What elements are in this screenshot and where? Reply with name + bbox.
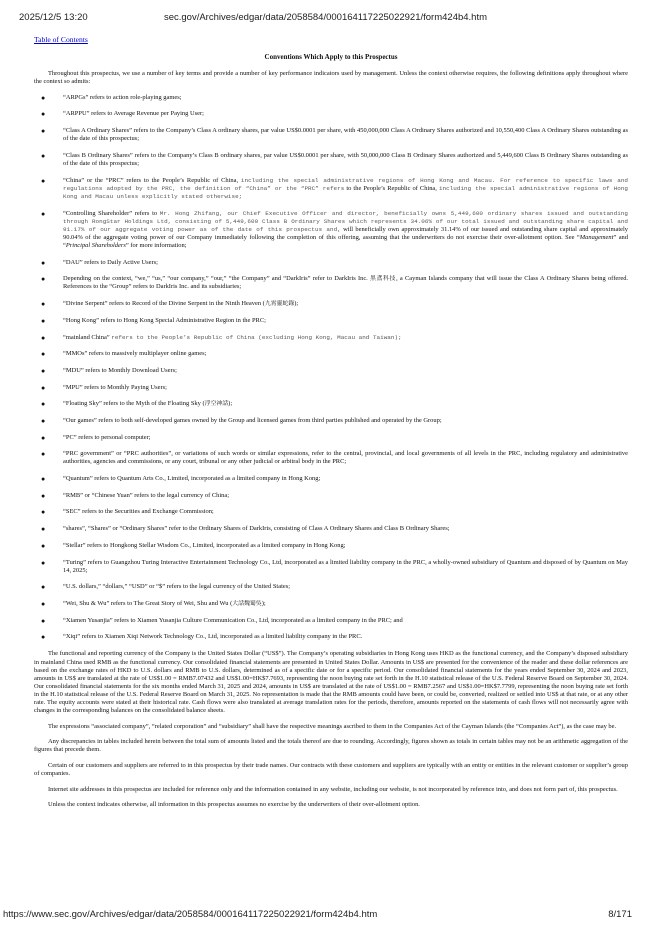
- bullet-icon: ●: [41, 209, 46, 218]
- definition-item: [34, 508, 628, 516]
- definition-text: including the special administrative regions of Hong Kong and Macau. For reference to specific laws and regulations adopted by the PRC, the definition of “China” or the “PRC” refers: [63, 176, 629, 192]
- definition-text: “Floating Sky” refers to the Myth of the Floating Sky (: [63, 400, 205, 408]
- definition-item: [34, 367, 628, 375]
- body-paragraph: Internet site addresses in this prospectus are included for reference only and the information contained in any website, including our website, is not incorporated by reference into, and does not form part of, this prospectus.: [48, 785, 618, 793]
- print-footer: [3, 909, 632, 923]
- definition-text: Depending on the context, “we,” “us,” “our company,” “our,” “the Company” and “DarkIris” refer to DarkIris Inc.: [63, 275, 371, 283]
- definition-text: 九霄靈蛇錄: [264, 301, 295, 308]
- definition-text: 大話魏蜀吳: [232, 601, 262, 607]
- definition-item: [34, 450, 628, 466]
- bullet-icon: ●: [41, 475, 46, 484]
- definition-text: “MPU” refers to Monthly Paying Users;: [63, 383, 167, 391]
- bullet-icon: ●: [41, 491, 46, 500]
- definition-text: “Xiqi” refers to Xiamen Xiqi Network Technology Co., Ltd, incorporated as a limited liability company in the PRC.: [63, 633, 363, 641]
- definition-text: “Wei, Shu & Wu” refers to The Great Story of Wei, Shu and Wu (: [63, 600, 233, 607]
- bullet-icon: ●: [41, 525, 46, 534]
- definition-text: “Our games” refers to both self-developed games owned by the Group and licensed games from third parties published and operated by the Group;: [63, 416, 442, 424]
- bullet-icon: ●: [41, 350, 46, 359]
- definition-text: “shares”, “Shares” or “Ordinary Shares” refer to the Ordinary Shares of DarkIris, consisting of Class A Ordinary Shares and Class B Ordinary Shares;: [63, 525, 450, 533]
- table-of-contents-link[interactable]: Table of Contents: [34, 35, 88, 44]
- bullet-icon: ●: [41, 433, 46, 442]
- definition-text: “Hong Kong” refers to Hong Kong Special Administrative Region in the PRC;: [63, 316, 266, 324]
- document-body: [34, 50, 628, 817]
- bullet-icon: ●: [41, 93, 46, 102]
- definition-text: “Xiamen Yusanjia” refers to Xiamen Yusanjia Culture Communication Co., Ltd, incorporated as a limited company in the PRC; and: [63, 616, 403, 624]
- definition-text: “Divine Serpent” refers to Record of the Divine Serpent in the Ninth Heaven (: [63, 300, 265, 308]
- definition-item: [34, 300, 628, 308]
- definition-item: [34, 384, 628, 392]
- definition-text: ” and “: [63, 233, 628, 249]
- definition-item: [34, 400, 628, 408]
- definition-item: [34, 210, 628, 250]
- bullet-icon: ●: [41, 400, 46, 409]
- definition-item: [34, 177, 628, 201]
- definitions-list: [34, 94, 628, 642]
- bullet-icon: ●: [41, 300, 46, 309]
- bullet-icon: ●: [41, 541, 46, 550]
- print-header: [19, 12, 632, 28]
- bullet-icon: ●: [41, 383, 46, 392]
- definition-text: “Class B Ordinary Shares” refers to the Company’s Class B ordinary shares, par value US$0.0001 per share, with 50,000,000 Class B Ordinary Shares authorized and 5,449,600 Class B Ordinary Shares outstanding as of the date of this prospectus;: [63, 151, 628, 168]
- bullet-icon: ●: [41, 366, 46, 375]
- bullet-icon: ●: [41, 316, 46, 325]
- definition-text: “MDU” refers to Monthly Download Users;: [63, 366, 177, 374]
- definition-text: “ARPGs” refers to action role-playing games;: [63, 93, 182, 101]
- definition-text: “MMOs” refers to massively multiplayer online games;: [63, 350, 207, 358]
- definition-text: “China” or the “PRC” refers to the People’s Republic of China,: [63, 176, 241, 184]
- definition-item: [34, 152, 628, 168]
- definition-item: [34, 417, 628, 425]
- definition-text: “Stellar” refers to Hongkong Stellar Wisdom Co., Limited, incorporated as a limited company in Hong Kong;: [63, 541, 346, 549]
- definition-text: “Turing” refers to Guangzhou Turing Interactive Entertainment Technology Co., Ltd, incorporated as a limited liability company in the PRC, a wholly-owned subsidiary of Quantum and disposed of by Quantum on May 14, 2025;: [63, 558, 628, 574]
- bullet-icon: ●: [41, 176, 46, 185]
- definition-text: refers to the People’s Republic of China (excluding Hong Kong, Macau and Taiwan);: [111, 333, 402, 341]
- intro-paragraph: Throughout this prospectus, we use a number of key terms and provide a number of key performance indicators used by management. Unless the context otherwise requires, the following definitions apply throughout where the context so admits:: [34, 70, 628, 86]
- definition-item: [34, 275, 628, 291]
- bullet-icon: ●: [41, 616, 46, 625]
- definition-text: );: [261, 600, 266, 607]
- definition-item: [34, 127, 628, 143]
- body-paragraph: The expressions “associated company”, “related corporation” and “subsidiary” shall have the respective meanings ascribed to them in the Companies Act of the Cayman Islands (the “Companies Act”), as the case may be.: [48, 722, 617, 730]
- definition-item: [34, 317, 628, 325]
- definition-text: 浮空神話: [204, 401, 229, 408]
- definition-text: Principal Shareholders: [65, 241, 126, 249]
- definition-item: [34, 542, 628, 550]
- definition-text: “DAU” refers to Daily Active Users;: [63, 258, 158, 266]
- body-paragraph: Certain of our customers and suppliers are referred to in this prospectus by their trade names. Our contracts with these customers and suppliers are typically with an entity or entities in the relevant customer or supplier’s group of companies.: [34, 762, 628, 778]
- definition-item: [34, 559, 628, 575]
- definition-item: [34, 434, 628, 442]
- body-paragraph: Unless the context indicates otherwise, all information in this prospectus assumes no exercise by the underwriters of their over-allotment option.: [48, 801, 420, 809]
- print-datetime: 2025/12/5 13:20: [19, 12, 88, 23]
- definition-text: “Quantum” refers to Quantum Arts Co., Limited, incorporated as a limited company in Hong Kong;: [63, 475, 321, 483]
- definition-text: , a Cayman Islands company that will issue the Class A Ordinary Shares being offered. References to the “Group” refers to DarkIris Inc. and its subsidiaries;: [63, 275, 629, 291]
- bullet-icon: ●: [41, 508, 46, 517]
- definition-text: ” for more information;: [125, 241, 187, 249]
- definition-text: “U.S. dollars,” “dollars,” “USD” or “$” refers to the legal currency of the United States;: [63, 583, 291, 591]
- bullet-icon: ●: [41, 333, 46, 342]
- definition-item: [34, 110, 628, 118]
- definition-text: “PRC government” or “PRC authorities”, or variations of such words or similar expressions, refer to the central, provincial, and local governments of all levels in the PRC, including regulatory and administrative authorities, agencies and commissions, or any court, tribunal or any other judicial or arbitral body in the PRC;: [63, 450, 628, 466]
- body-paragraphs: [34, 650, 628, 809]
- bullet-icon: ●: [41, 450, 46, 459]
- definition-text: );: [228, 400, 233, 408]
- definition-item: [34, 525, 628, 533]
- body-paragraph: The functional and reporting currency of the Company is the United States Dollar (“US$”). The Company’s operating subsidiaries in Hong Kong uses HKD as the functional currency, and the Company’s disposed subsidiary in mainland China used RMB as the functional currency. Our consolidated financial statements are presented in United States Dollar. Amounts in US$ are presented for the convenience of the reader and these dollar references are based on the exchange rates of HKD to U.S. dollars and RMB to U.S. dollars, determined as of a specific date or for a specific period. Our consolidated financial statements for the years ended September 30, 2024 and 2023, amounts in US$ are translated at the rate of US$1.00 = RMB7.07432 and US$1.00=HK$7.7693, representing the noon buying rate set forth in the H.10 statistical release of the U.S. Federal Reserve Board on September 30, 2024. Our consolidated financial statements for the six months ended March 31, 2025 and 2024, amounts in US$ are translated at the rate of US$1.00 = RMB7.2567 and US$1.00=HK$7.7799, representing the noon buying rate set forth in the H.10 statistical release of the U.S. Federal Reserve Board on March 31, 2025. No representation is made that the RMB amounts could have been, or could be, converted, realized or settled into US$ at that rate, or at any other rate. The equity accounts were stated at their historical rate. Cash flows were also translated at average translation rates for the periods, therefore, amounts reported on the statements of cash flows will not necessarily agree with changes in the corresponding balances on the consolidated balance sheets.: [34, 650, 628, 715]
- definition-text: “RMB” or “Chinese Yuan” refers to the legal currency of China;: [63, 491, 230, 499]
- definition-item: [34, 259, 628, 267]
- body-paragraph: Any discrepancies in tables included herein between the total sum of amounts listed and the totals thereof are due to rounding. Accordingly, figures shown as totals in certain tables may not be an arithmetic aggregation of the figures that precede them.: [34, 738, 628, 754]
- definition-text: Mr. Hong Zhifang, our Chief Executive Officer and director, beneficially owns 5,449,600 ordinary shares issued and outstanding through RongStar Holdings Ltd, consisting of 5,449,600 Class B Ordinary Shares which represents 34.06% of our total issued and outstanding share capital and 91.17% of our aggregate voting power as of the date of this prospectus and,: [63, 209, 628, 233]
- bullet-icon: ●: [41, 583, 46, 592]
- page-title: Conventions Which Apply to this Prospectus: [264, 53, 398, 61]
- definition-text: “SEC” refers to the Securities and Exchange Commission;: [63, 508, 214, 516]
- definition-text: “mainland China”: [63, 333, 112, 341]
- definition-text: including the special administrative regions of Hong Kong and Macau unless explicitly stated otherwise;: [63, 184, 629, 200]
- definition-text: “ARPPU” refers to Average Revenue per Paying User;: [63, 110, 204, 118]
- definition-text: Management: [579, 233, 614, 241]
- print-url: sec.gov/Archives/edgar/data/2058584/000164117225022921/form424b4.htm: [163, 12, 488, 23]
- definition-text: “Controlling Shareholder” refers to: [63, 209, 160, 217]
- definition-item: [34, 600, 628, 608]
- definition-item: [34, 492, 628, 500]
- definition-text: 黑鳶科技: [370, 276, 397, 283]
- definition-item: [34, 94, 628, 102]
- bullet-icon: ●: [41, 558, 46, 567]
- definition-item: [34, 334, 628, 342]
- bullet-icon: ●: [41, 633, 46, 642]
- definition-item: [34, 583, 628, 591]
- bullet-icon: ●: [41, 127, 46, 136]
- bullet-icon: ●: [41, 275, 46, 284]
- definition-text: );: [294, 300, 299, 308]
- definition-item: [34, 475, 628, 483]
- definition-text: “Class A Ordinary Shares” refers to the Company’s Class A ordinary shares, par value US$0.0001 per share, with 450,000,000 Class A Ordinary Shares authorized and 10,550,400 Class A Ordinary Shares outstanding as of the date of this prospectus;: [63, 127, 628, 143]
- definition-text: to the People’s Republic of China,: [344, 184, 439, 192]
- definition-item: [34, 633, 628, 641]
- definition-text: “PC” refers to personal computer;: [63, 433, 151, 441]
- bullet-icon: ●: [41, 151, 46, 160]
- bullet-icon: ●: [41, 110, 46, 119]
- definition-item: [34, 617, 628, 625]
- definition-text: will beneficially own approximately 31.14% of our issued and outstanding share capital and approximately 90.04% of the aggregate voting power of our Company immediately following the completion of this offering, assuming that the underwriters do not exercise their over-allotment option. See “: [63, 225, 628, 241]
- definition-item: [34, 350, 628, 358]
- page-number: 8/171: [608, 909, 632, 920]
- bullet-icon: ●: [41, 416, 46, 425]
- footer-url: https://www.sec.gov/Archives/edgar/data/2058584/000164117225022921/form424b4.htm: [3, 909, 378, 920]
- bullet-icon: ●: [41, 258, 46, 267]
- bullet-icon: ●: [41, 600, 46, 608]
